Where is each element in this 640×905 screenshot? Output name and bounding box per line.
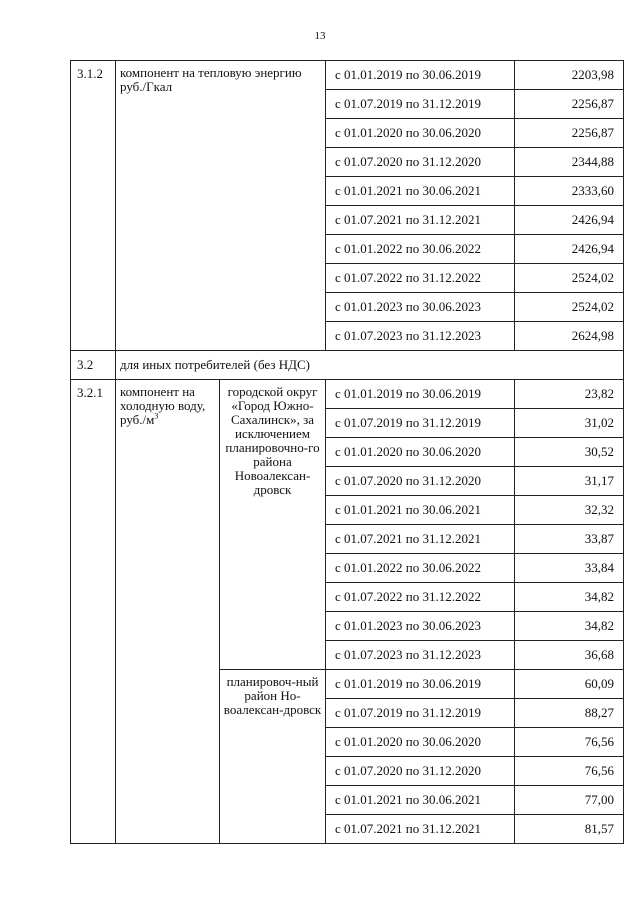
value-cell: 31,17 [515, 467, 624, 496]
period-cell: с 01.07.2019 по 31.12.2019 [326, 699, 515, 728]
period-cell: с 01.07.2020 по 31.12.2020 [326, 148, 515, 177]
component-name [116, 380, 220, 844]
value-cell: 36,68 [515, 641, 624, 670]
value-cell: 2256,87 [515, 90, 624, 119]
value-cell: 34,82 [515, 612, 624, 641]
value-cell: 2524,02 [515, 293, 624, 322]
period-cell: с 01.07.2023 по 31.12.2023 [326, 641, 515, 670]
period-cell: с 01.07.2021 по 31.12.2021 [326, 815, 515, 844]
table-row [71, 380, 624, 409]
value-cell: 2426,94 [515, 206, 624, 235]
value-cell: 76,56 [515, 728, 624, 757]
period-cell: с 01.01.2021 по 30.06.2021 [326, 786, 515, 815]
value-cell: 2256,87 [515, 119, 624, 148]
component-name: компонент на тепловую энергию руб./Гкал [116, 61, 326, 351]
value-cell: 2344,88 [515, 148, 624, 177]
row-number: 3.2 [71, 351, 116, 380]
value-cell: 76,56 [515, 757, 624, 786]
unit-superscript: 3 [154, 411, 159, 421]
value-cell: 2333,60 [515, 177, 624, 206]
value-cell: 31,02 [515, 409, 624, 438]
row-number: 3.1.2 [71, 61, 116, 351]
tariff-table [70, 60, 624, 844]
value-cell: 77,00 [515, 786, 624, 815]
period-cell: с 01.07.2019 по 31.12.2019 [326, 90, 515, 119]
territory-name: городской округ «Город Южно-Сахалинск», за исключением планировочно-го района Новоалексан-дровск [220, 380, 326, 670]
period-cell: с 01.07.2020 по 31.12.2020 [326, 757, 515, 786]
section-title: для иных потребителей (без НДС) [116, 351, 624, 380]
value-cell: 2203,98 [515, 61, 624, 90]
territory-name: планировоч-ный район Но-воалексан-дровск [220, 670, 326, 844]
period-cell: с 01.01.2023 по 30.06.2023 [326, 612, 515, 641]
period-cell: с 01.01.2023 по 30.06.2023 [326, 293, 515, 322]
value-cell: 33,87 [515, 525, 624, 554]
period-cell: с 01.07.2023 по 31.12.2023 [326, 322, 515, 351]
period-cell: с 01.07.2019 по 31.12.2019 [326, 409, 515, 438]
value-cell: 33,84 [515, 554, 624, 583]
period-cell: с 01.01.2022 по 30.06.2022 [326, 235, 515, 264]
value-cell: 81,57 [515, 815, 624, 844]
section-header-row [71, 351, 624, 380]
period-cell: с 01.07.2022 по 31.12.2022 [326, 583, 515, 612]
period-cell: с 01.01.2021 по 30.06.2021 [326, 496, 515, 525]
period-cell: с 01.01.2019 по 30.06.2019 [326, 61, 515, 90]
page-number: 13 [314, 30, 326, 42]
period-cell: с 01.07.2022 по 31.12.2022 [326, 264, 515, 293]
period-cell: с 01.07.2021 по 31.12.2021 [326, 206, 515, 235]
period-cell: с 01.07.2020 по 31.12.2020 [326, 467, 515, 496]
value-cell: 2624,98 [515, 322, 624, 351]
table-row [71, 61, 624, 90]
value-cell: 60,09 [515, 670, 624, 699]
period-cell: с 01.01.2022 по 30.06.2022 [326, 554, 515, 583]
value-cell: 2426,94 [515, 235, 624, 264]
value-cell: 88,27 [515, 699, 624, 728]
period-cell: с 01.07.2021 по 31.12.2021 [326, 525, 515, 554]
component-name-text: компонент на холодную воду, руб./м [120, 384, 206, 427]
value-cell: 23,82 [515, 380, 624, 409]
period-cell: с 01.01.2019 по 30.06.2019 [326, 380, 515, 409]
value-cell: 30,52 [515, 438, 624, 467]
period-cell: с 01.01.2021 по 30.06.2021 [326, 177, 515, 206]
period-cell: с 01.01.2019 по 30.06.2019 [326, 670, 515, 699]
value-cell: 2524,02 [515, 264, 624, 293]
period-cell: с 01.01.2020 по 30.06.2020 [326, 438, 515, 467]
row-number: 3.2.1 [71, 380, 116, 844]
value-cell: 32,32 [515, 496, 624, 525]
period-cell: с 01.01.2020 по 30.06.2020 [326, 728, 515, 757]
tariff-table-body [71, 61, 624, 844]
value-cell: 34,82 [515, 583, 624, 612]
period-cell: с 01.01.2020 по 30.06.2020 [326, 119, 515, 148]
